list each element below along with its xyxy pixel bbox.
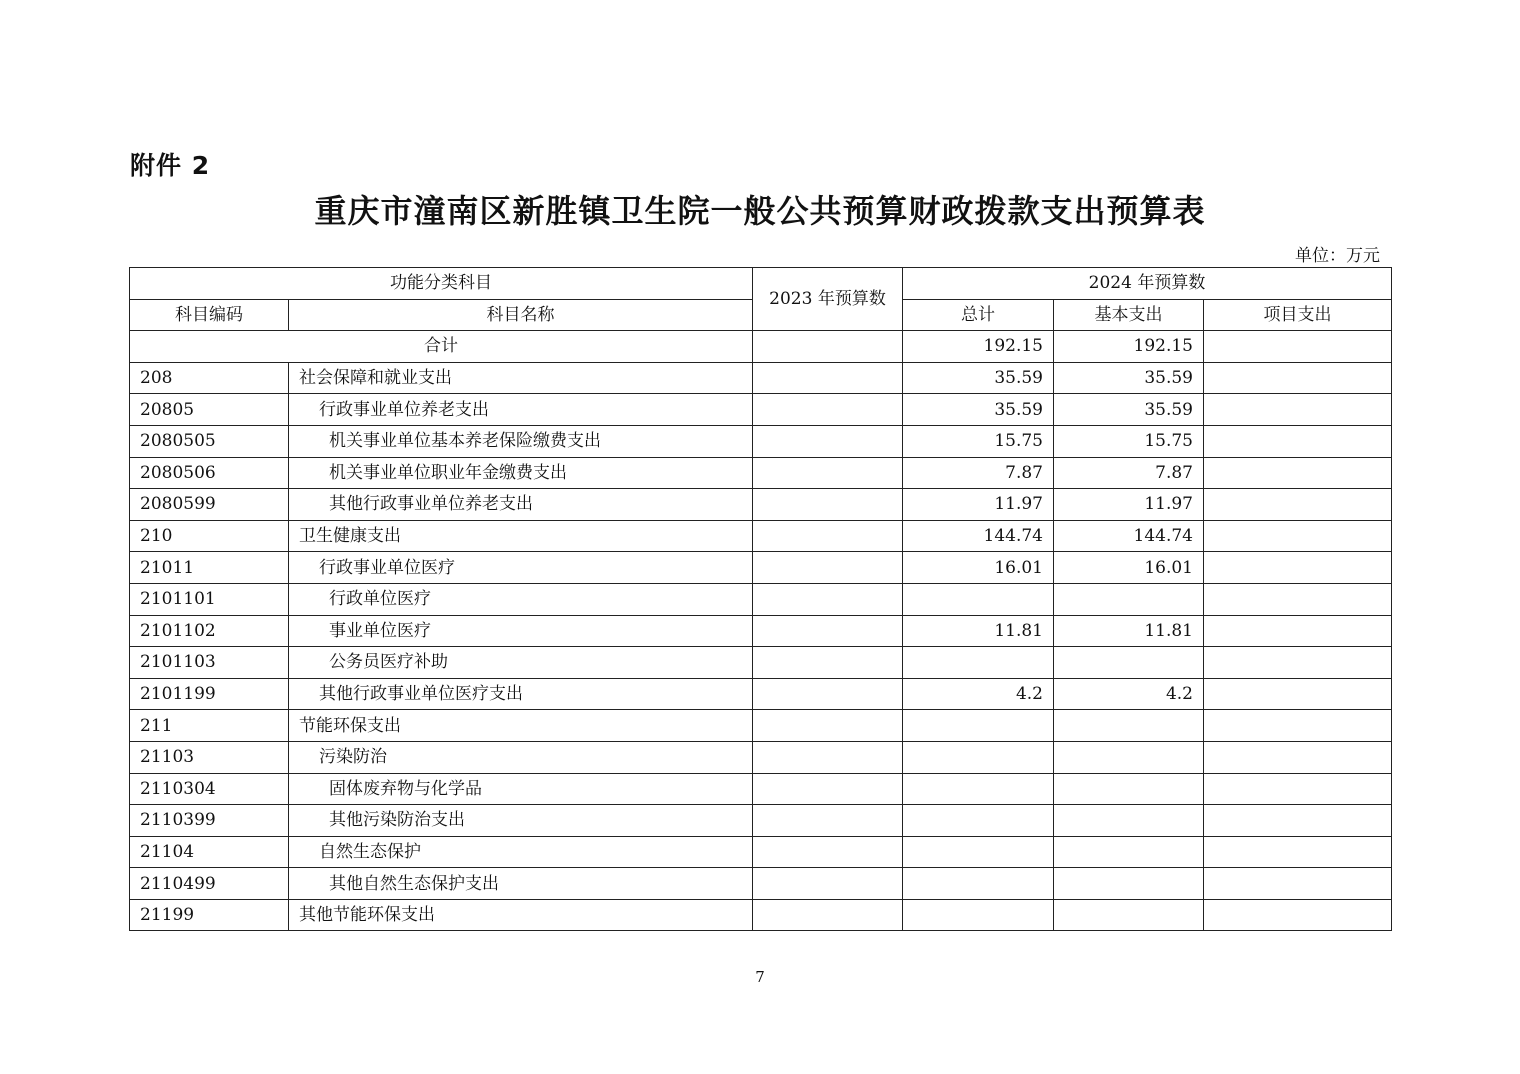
row-project bbox=[1204, 520, 1392, 552]
table-row bbox=[130, 741, 1392, 773]
row-total: 4.2 bbox=[903, 678, 1054, 710]
table-row bbox=[130, 583, 1392, 615]
table-row bbox=[130, 362, 1392, 394]
row-total bbox=[903, 710, 1054, 742]
row-basic bbox=[1054, 710, 1204, 742]
row-code: 2080599 bbox=[130, 489, 289, 521]
row-name: 行政单位医疗 bbox=[289, 583, 753, 615]
row-total bbox=[903, 583, 1054, 615]
row-total: 35.59 bbox=[903, 362, 1054, 394]
row-basic: 11.81 bbox=[1054, 615, 1204, 647]
row-total: 144.74 bbox=[903, 520, 1054, 552]
row-prev-budget bbox=[753, 647, 903, 679]
row-name: 其他节能环保支出 bbox=[289, 899, 753, 931]
row-project bbox=[1204, 678, 1392, 710]
row-total: 35.59 bbox=[903, 394, 1054, 426]
row-prev-budget bbox=[753, 457, 903, 489]
row-basic: 35.59 bbox=[1054, 362, 1204, 394]
row-name: 污染防治 bbox=[289, 741, 753, 773]
table-row bbox=[130, 615, 1392, 647]
row-basic: 16.01 bbox=[1054, 552, 1204, 584]
row-project bbox=[1204, 836, 1392, 868]
table-row bbox=[130, 773, 1392, 805]
total-total: 192.15 bbox=[903, 331, 1054, 363]
table-row bbox=[130, 868, 1392, 900]
header-code: 科目编码 bbox=[130, 299, 289, 331]
row-name: 自然生态保护 bbox=[289, 836, 753, 868]
page-number: 7 bbox=[755, 968, 765, 986]
row-basic bbox=[1054, 741, 1204, 773]
row-prev-budget bbox=[753, 773, 903, 805]
row-project bbox=[1204, 805, 1392, 837]
row-prev-budget bbox=[753, 868, 903, 900]
header-prev-year-budget: 2023 年预算数 bbox=[753, 268, 903, 331]
table-row bbox=[130, 520, 1392, 552]
row-project bbox=[1204, 425, 1392, 457]
total-label: 合计 bbox=[130, 331, 753, 363]
row-code: 2101103 bbox=[130, 647, 289, 679]
row-code: 2110399 bbox=[130, 805, 289, 837]
row-code: 208 bbox=[130, 362, 289, 394]
row-project bbox=[1204, 362, 1392, 394]
row-code: 2110304 bbox=[130, 773, 289, 805]
row-prev-budget bbox=[753, 520, 903, 552]
row-basic: 4.2 bbox=[1054, 678, 1204, 710]
header-name: 科目名称 bbox=[289, 299, 753, 331]
row-code: 210 bbox=[130, 520, 289, 552]
total-prev bbox=[753, 331, 903, 363]
table-row bbox=[130, 710, 1392, 742]
table-row bbox=[130, 425, 1392, 457]
row-project bbox=[1204, 489, 1392, 521]
row-basic: 144.74 bbox=[1054, 520, 1204, 552]
table-row bbox=[130, 836, 1392, 868]
row-project bbox=[1204, 394, 1392, 426]
row-name: 公务员医疗补助 bbox=[289, 647, 753, 679]
page-title: 重庆市潼南区新胜镇卫生院一般公共预算财政拨款支出预算表 bbox=[314, 192, 1206, 230]
row-name: 固体废弃物与化学品 bbox=[289, 773, 753, 805]
row-name: 节能环保支出 bbox=[289, 710, 753, 742]
row-total bbox=[903, 805, 1054, 837]
row-prev-budget bbox=[753, 583, 903, 615]
row-basic bbox=[1054, 899, 1204, 931]
row-code: 20805 bbox=[130, 394, 289, 426]
row-name: 其他自然生态保护支出 bbox=[289, 868, 753, 900]
row-name: 卫生健康支出 bbox=[289, 520, 753, 552]
row-prev-budget bbox=[753, 678, 903, 710]
row-prev-budget bbox=[753, 489, 903, 521]
row-project bbox=[1204, 552, 1392, 584]
attachment-label: 附件 2 bbox=[130, 151, 211, 180]
row-prev-budget bbox=[753, 741, 903, 773]
row-project bbox=[1204, 710, 1392, 742]
row-code: 2080506 bbox=[130, 457, 289, 489]
table-row bbox=[130, 394, 1392, 426]
row-prev-budget bbox=[753, 362, 903, 394]
header-project: 项目支出 bbox=[1204, 299, 1392, 331]
table-row bbox=[130, 805, 1392, 837]
total-basic: 192.15 bbox=[1054, 331, 1204, 363]
row-project bbox=[1204, 773, 1392, 805]
row-project bbox=[1204, 868, 1392, 900]
row-basic: 11.97 bbox=[1054, 489, 1204, 521]
row-basic: 7.87 bbox=[1054, 457, 1204, 489]
row-total bbox=[903, 836, 1054, 868]
row-code: 21104 bbox=[130, 836, 289, 868]
row-basic bbox=[1054, 836, 1204, 868]
total-project bbox=[1204, 331, 1392, 363]
budget-table bbox=[129, 267, 1392, 931]
table-row bbox=[130, 489, 1392, 521]
row-total bbox=[903, 647, 1054, 679]
row-total bbox=[903, 868, 1054, 900]
row-basic bbox=[1054, 805, 1204, 837]
row-basic bbox=[1054, 773, 1204, 805]
row-basic: 15.75 bbox=[1054, 425, 1204, 457]
header-total: 总计 bbox=[903, 299, 1054, 331]
table-row bbox=[130, 457, 1392, 489]
row-basic: 35.59 bbox=[1054, 394, 1204, 426]
total-row bbox=[130, 331, 1392, 363]
row-code: 211 bbox=[130, 710, 289, 742]
row-name: 社会保障和就业支出 bbox=[289, 362, 753, 394]
table-row bbox=[130, 552, 1392, 584]
table-row bbox=[130, 899, 1392, 931]
row-basic bbox=[1054, 583, 1204, 615]
row-prev-budget bbox=[753, 425, 903, 457]
row-total bbox=[903, 741, 1054, 773]
header-curr-year-budget: 2024 年预算数 bbox=[903, 268, 1392, 300]
header-functional-category: 功能分类科目 bbox=[130, 268, 753, 300]
row-name: 行政事业单位养老支出 bbox=[289, 394, 753, 426]
row-project bbox=[1204, 615, 1392, 647]
row-code: 2110499 bbox=[130, 868, 289, 900]
row-code: 2101199 bbox=[130, 678, 289, 710]
row-prev-budget bbox=[753, 615, 903, 647]
row-total bbox=[903, 899, 1054, 931]
row-basic bbox=[1054, 868, 1204, 900]
row-prev-budget bbox=[753, 710, 903, 742]
header-row-1 bbox=[130, 268, 1392, 300]
row-prev-budget bbox=[753, 552, 903, 584]
row-project bbox=[1204, 647, 1392, 679]
header-basic: 基本支出 bbox=[1054, 299, 1204, 331]
row-name: 行政事业单位医疗 bbox=[289, 552, 753, 584]
row-project bbox=[1204, 457, 1392, 489]
row-code: 2080505 bbox=[130, 425, 289, 457]
row-total: 16.01 bbox=[903, 552, 1054, 584]
row-name: 其他污染防治支出 bbox=[289, 805, 753, 837]
row-total: 15.75 bbox=[903, 425, 1054, 457]
unit-label: 单位：万元 bbox=[1295, 246, 1380, 266]
table-row bbox=[130, 678, 1392, 710]
row-total: 11.81 bbox=[903, 615, 1054, 647]
row-code: 21103 bbox=[130, 741, 289, 773]
row-project bbox=[1204, 899, 1392, 931]
row-code: 2101101 bbox=[130, 583, 289, 615]
row-total: 11.97 bbox=[903, 489, 1054, 521]
row-basic bbox=[1054, 647, 1204, 679]
budget-table-body bbox=[130, 268, 1392, 931]
row-prev-budget bbox=[753, 394, 903, 426]
row-prev-budget bbox=[753, 836, 903, 868]
row-project bbox=[1204, 583, 1392, 615]
row-total: 7.87 bbox=[903, 457, 1054, 489]
row-prev-budget bbox=[753, 805, 903, 837]
row-code: 21011 bbox=[130, 552, 289, 584]
row-name: 事业单位医疗 bbox=[289, 615, 753, 647]
row-code: 21199 bbox=[130, 899, 289, 931]
row-total bbox=[903, 773, 1054, 805]
row-name: 机关事业单位职业年金缴费支出 bbox=[289, 457, 753, 489]
row-code: 2101102 bbox=[130, 615, 289, 647]
row-name: 其他行政事业单位医疗支出 bbox=[289, 678, 753, 710]
table-row bbox=[130, 647, 1392, 679]
row-prev-budget bbox=[753, 899, 903, 931]
row-name: 机关事业单位基本养老保险缴费支出 bbox=[289, 425, 753, 457]
row-name: 其他行政事业单位养老支出 bbox=[289, 489, 753, 521]
row-project bbox=[1204, 741, 1392, 773]
